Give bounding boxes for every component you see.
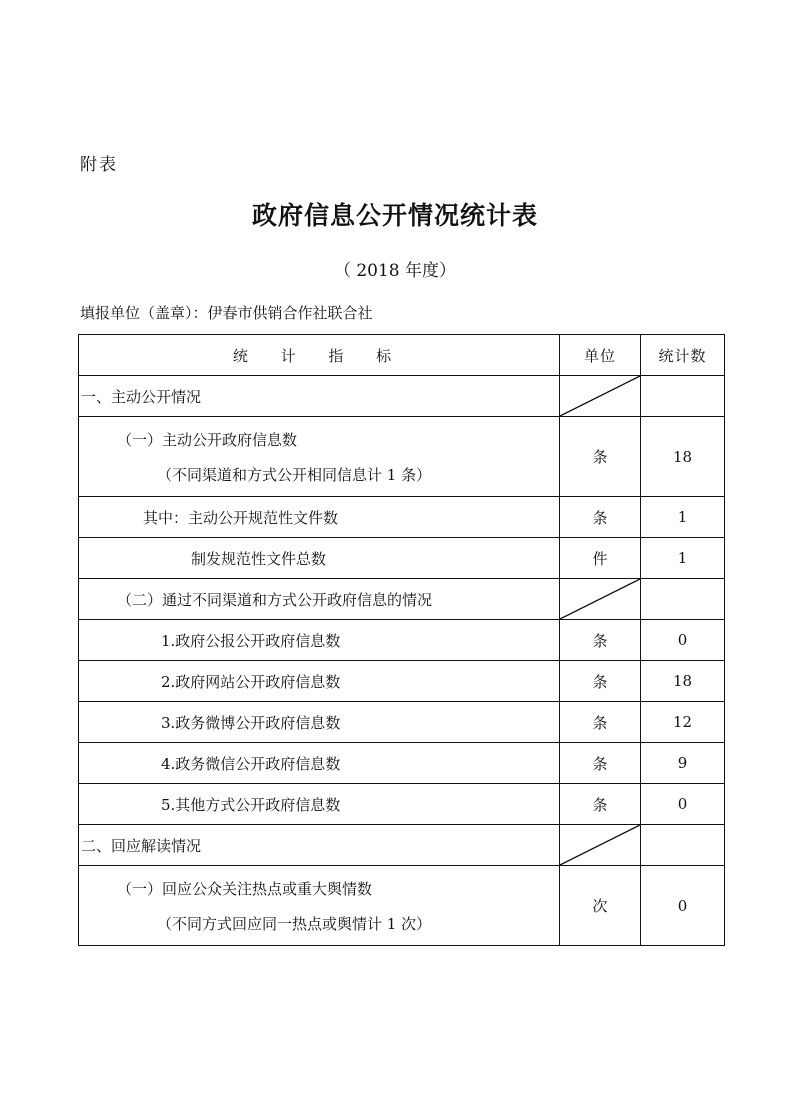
row-indicator: （一）主动公开政府信息数: [117, 430, 298, 449]
diagonal-slash: [560, 579, 640, 619]
header-count: 统计数: [641, 335, 725, 376]
row-indicator: 二、回应解读情况: [79, 825, 560, 866]
row-indicator: 4.政务微信公开政府信息数: [79, 743, 560, 784]
table-row: [79, 579, 725, 620]
row-unit: 条: [560, 784, 641, 825]
row-count: 0: [641, 866, 725, 946]
row-count: [641, 579, 725, 620]
header-indicator: 统 计 指 标: [79, 335, 560, 376]
table-row: [79, 538, 725, 579]
row-indicator: （二）通过不同渠道和方式公开政府信息的情况: [79, 579, 560, 620]
row-indicator: 5.其他方式公开政府信息数: [79, 784, 560, 825]
row-count: 0: [641, 784, 725, 825]
row-indicator: 制发规范性文件总数: [79, 538, 560, 579]
table-header-row: [79, 335, 725, 376]
row-indicator-cell: [79, 417, 560, 497]
table-row: [79, 702, 725, 743]
table-row: [79, 376, 725, 417]
row-indicator: （一）回应公众关注热点或重大舆情数: [117, 879, 373, 898]
row-count: 12: [641, 702, 725, 743]
row-count: 1: [641, 497, 725, 538]
table-row: [79, 497, 725, 538]
year-label: （ 2018 年度）: [333, 261, 457, 281]
row-count: 9: [641, 743, 725, 784]
row-unit: 条: [560, 417, 641, 497]
row-unit: 件: [560, 538, 641, 579]
filling-unit: 填报单位（盖章）：伊春市供销合作社联合社: [80, 304, 373, 322]
row-count: 1: [641, 538, 725, 579]
row-unit: 次: [560, 866, 641, 946]
diagonal-cell: [560, 376, 641, 417]
header-unit: 单位: [560, 335, 641, 376]
row-unit: 条: [560, 661, 641, 702]
diagonal-cell: [560, 579, 641, 620]
table-row: [79, 866, 725, 946]
row-unit: 条: [560, 743, 641, 784]
row-indicator-note: （不同渠道和方式公开相同信息计 1 条）: [157, 465, 432, 484]
row-unit: 条: [560, 702, 641, 743]
document-title: 政府信息公开情况统计表: [251, 201, 538, 230]
row-count: [641, 376, 725, 417]
row-indicator-note: （不同方式回应同一热点或舆情计 1 次）: [157, 914, 432, 933]
row-count: 0: [641, 620, 725, 661]
table-row: [79, 620, 725, 661]
row-count: 18: [641, 661, 725, 702]
row-unit: 条: [560, 620, 641, 661]
row-count: 18: [641, 417, 725, 497]
table-row: [79, 825, 725, 866]
row-indicator: 一、主动公开情况: [79, 376, 560, 417]
table-row: [79, 661, 725, 702]
row-indicator: 2.政府网站公开政府信息数: [79, 661, 560, 702]
row-indicator: 1.政府公报公开政府信息数: [79, 620, 560, 661]
table-row: [79, 743, 725, 784]
row-indicator-cell: [79, 866, 560, 946]
diagonal-slash: [560, 376, 640, 416]
row-indicator: 3.政务微博公开政府信息数: [79, 702, 560, 743]
row-count: [641, 825, 725, 866]
row-indicator: 其中：主动公开规范性文件数: [79, 497, 560, 538]
table-row: [79, 784, 725, 825]
diagonal-slash: [560, 825, 640, 865]
diagonal-cell: [560, 825, 641, 866]
appendix-label: 附表: [80, 155, 118, 175]
table-row: [79, 417, 725, 497]
row-unit: 条: [560, 497, 641, 538]
statistics-table: [78, 334, 725, 946]
